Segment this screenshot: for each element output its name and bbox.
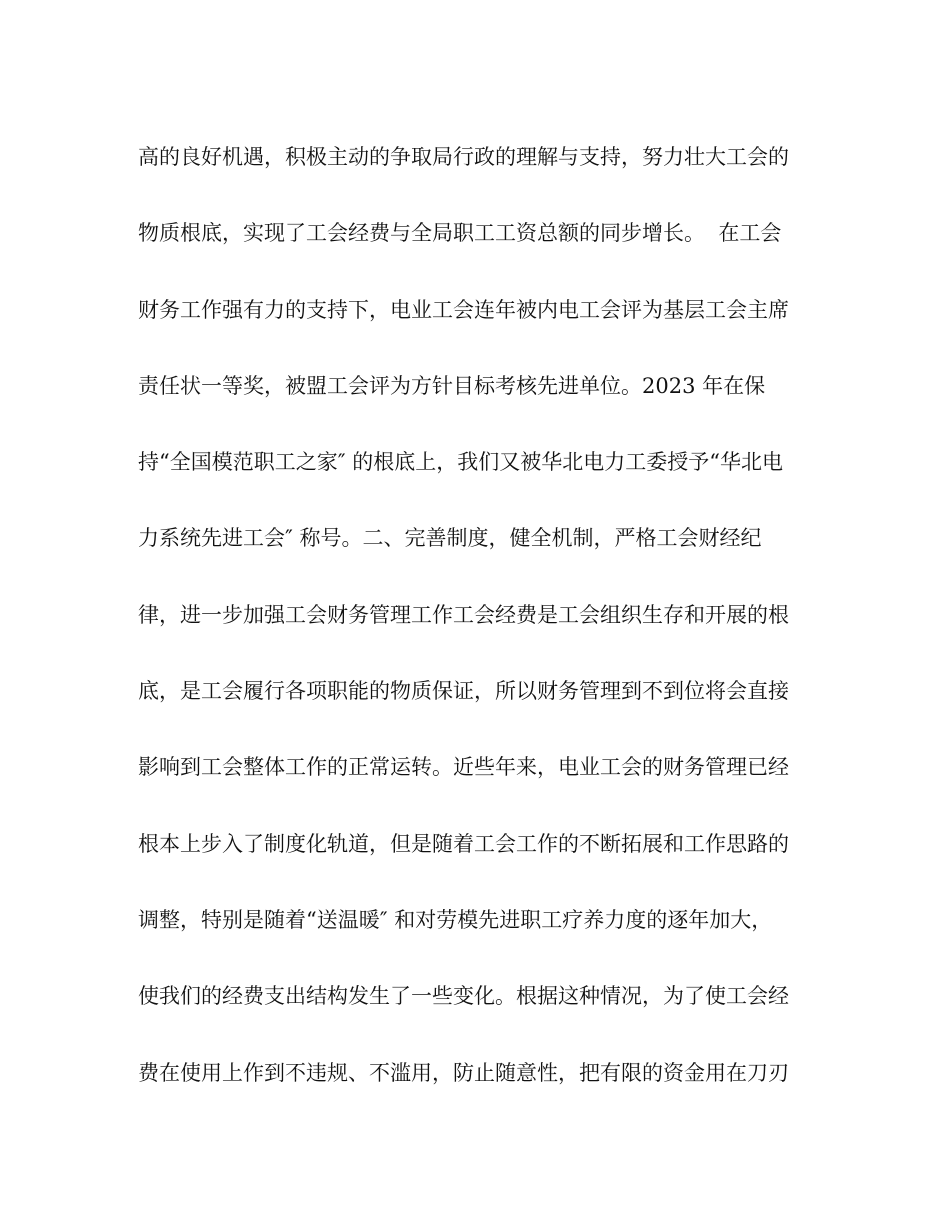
text-line-11: 调整，特别是随着“送温暖″ 和对劳模先进职工疗养力度的逐年加大， — [138, 907, 773, 932]
text-line-10: 根本上步入了制度化轨道，但是随着工会工作的不断拓展和工作思路的 — [138, 831, 789, 856]
text-line-12: 使我们的经费支出结构发生了一些变化。根据这种情况，为了使工会经 — [138, 984, 789, 1009]
body-text — [138, 137, 828, 1129]
text-line-8: 底，是工会履行各项职能的物质保证，所以财务管理到不到位将会直接 — [138, 679, 789, 704]
text-line-3: 财务工作强有力的支持下，电业工会连年被内电工会评为基层工会主席 — [138, 297, 789, 322]
text-line-7: 律，进一步加强工会财务管理工作工会经费是工会组织生存和开展的根 — [138, 602, 789, 627]
text-line-4: 责任状一等奖，被盟工会评为方针目标考核先进单位。2023 年在保 — [138, 373, 766, 398]
text-line-13: 费在使用上作到不违规、不滥用，防止随意性，把有限的资金用在刀刃 — [138, 1060, 789, 1085]
text-line-6: 力系统先进工会″ 称号。二、完善制度，健全机制，严格工会财经纪 — [138, 526, 762, 551]
text-line-1: 高的良好机遇，积极主动的争取局行政的理解与支持，努力壮大工会的 — [138, 145, 789, 169]
text-line-9: 影响到工会整体工作的正常运转。近些年来，电业工会的财务管理已经 — [138, 755, 789, 780]
text-line-5: 持“全国模范职工之家″ 的根底上，我们又被华北电力工委授予“华北电 — [138, 450, 783, 475]
text-line-2: 物质根底，实现了工会经费与全局职工工资总额的同步增长。 在工会 — [138, 221, 782, 246]
